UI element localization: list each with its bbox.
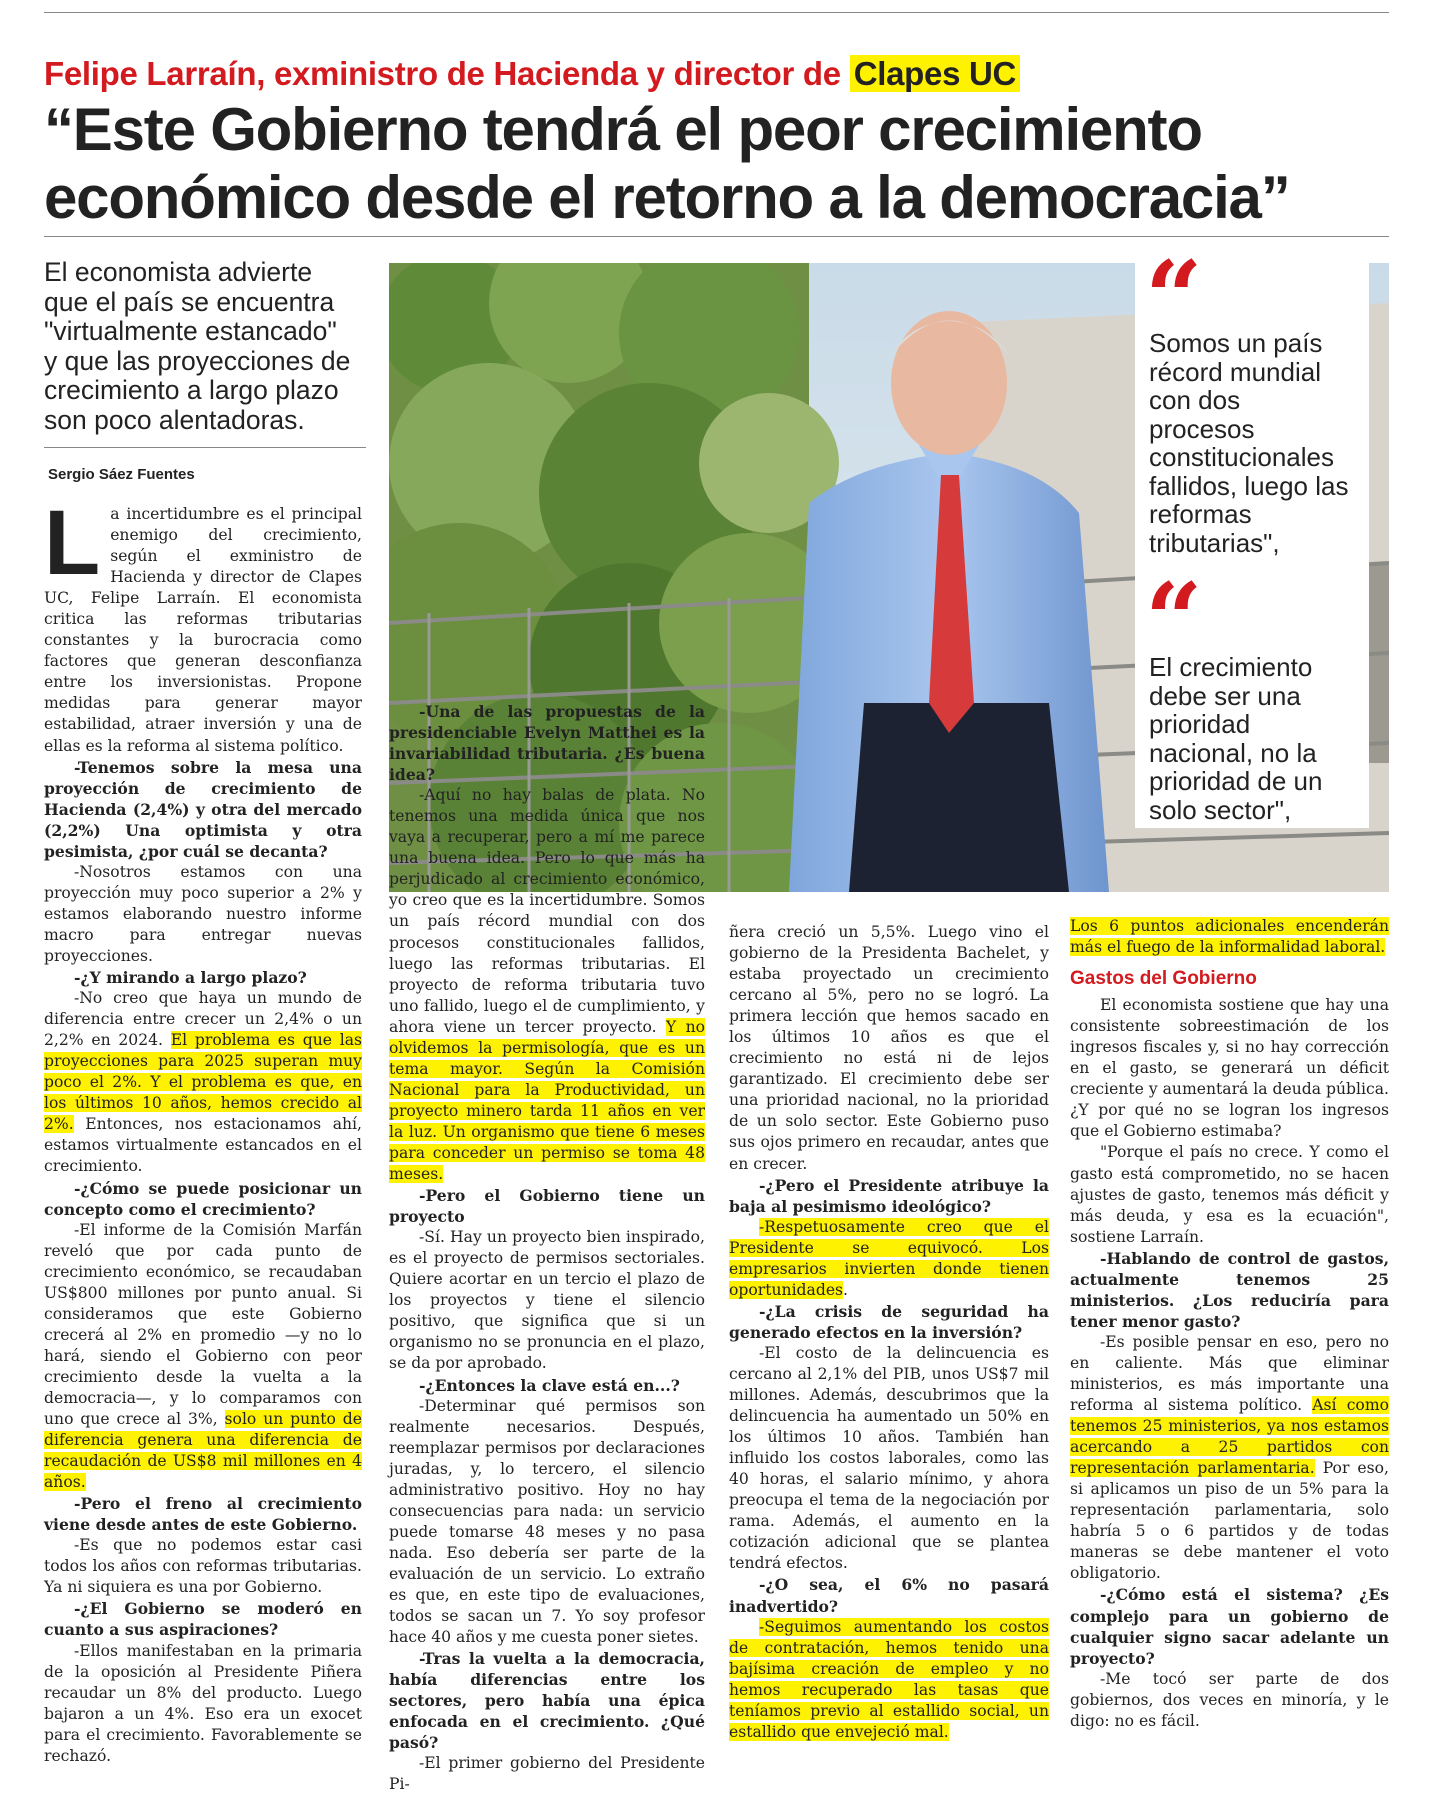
- body-paragraph: [729, 922, 1049, 1175]
- interview-question: [729, 1175, 1049, 1217]
- body-paragraph: [1070, 916, 1389, 958]
- highlighted-text: Y no olvidemos la permisología, que es un tema mayor. Según la Comisión Nacional para la Productividad, un proyecto minero tarda 11 años en ver la luz. Un organismo que tiene 6 meses para conceder un permiso se toma 48 meses.: [389, 1017, 705, 1184]
- paragraph-text: -¿Y mirando a largo plazo?: [74, 968, 307, 988]
- paragraph-text: -¿Cómo se puede posicionar un concepto como el crecimiento?: [44, 1178, 362, 1219]
- body-paragraph: [44, 1535, 362, 1598]
- highlighted-text: solo un punto de diferencia genera una diferencia de recaudación de US$8 mil millones en 4 años.: [44, 1410, 363, 1492]
- body-paragraph: [729, 1343, 1049, 1575]
- deck-line: y que las proyecciones de: [44, 345, 351, 376]
- column-4: [1070, 916, 1389, 1732]
- headline-line-2: económico desde el retorno a la democracia”: [44, 164, 1290, 231]
- body-paragraph: [44, 862, 362, 967]
- byline: Sergio Sáez Fuentes: [48, 466, 195, 483]
- kicker-text: Felipe Larraín, exministro de Hacienda y director de: [44, 55, 850, 92]
- paragraph-text: -Sí. Hay un proyecto bien inspirado, es el proyecto de permisos sectoriales. Quiere acortar en un tercio el plazo de los proyectos y tiene el silencio positivo, que significa que si un organismo no se pronuncia en el plazo, se da por aprobado.: [389, 1228, 705, 1373]
- body-paragraph: [1070, 1669, 1389, 1732]
- column-1: [44, 492, 363, 1767]
- body-paragraph: [44, 1220, 362, 1494]
- paragraph-text: -¿La crisis de seguridad ha generado efectos en la inversión?: [729, 1301, 1049, 1342]
- deck-line: son poco alentadoras.: [44, 404, 305, 435]
- paragraph-text: -El primer gobierno del Presidente Pi-: [389, 1754, 705, 1794]
- paragraph-text: a incertidumbre es el principal enemigo del crecimiento, según el exministro de Hacienda y director de Clapes UC, Felipe Larraín. El economista critica las reformas tributarias constantes y la burocracia como factores que generan desconfianza entre los inversionistas. Propone medidas para generar mayor estabilidad, atraer inversión y una de ellas es la reforma al sistema político.: [44, 505, 362, 755]
- interview-question: [44, 967, 362, 988]
- deck-line: que el país se encuentra: [44, 286, 335, 317]
- interview-question: [389, 1185, 705, 1227]
- deck-line: crecimiento a largo plazo: [44, 375, 339, 405]
- body-paragraph: [1070, 1332, 1389, 1585]
- paragraph-text: Entonces, nos estacionamos ahí, estamos virtualmente estancados en el crecimiento.: [44, 1115, 362, 1176]
- drop-cap: L: [44, 492, 101, 594]
- paragraph-text: ñera creció un 5,5%. Luego vino el gobierno de la Presidenta Bachelet, y estaba proyectado un crecimiento cercano al 5%, pero no se logró. La primera lección que hemos sacado en los últimos 10 años es que el crecimiento no está ni de lejos garantizado. El crecimiento debe ser una prioridad nacional, no la prioridad de un solo sector. Este Gobierno puso sus ojos primero en recaudar, antes que en crecer.: [729, 923, 1049, 1173]
- paragraph-text: -Pero el freno al crecimiento viene desde antes de este Gobierno.: [44, 1494, 362, 1535]
- deck-line: "virtualmente estancado": [44, 316, 337, 346]
- highlighted-text: -Seguimos aumentando los costos de contratación, hemos tenido una bajísima creación de empleo y no hemos recuperado las tasas que teníamos previo al estallido social, un estallido que envejeció mal.: [729, 1617, 1049, 1741]
- paragraph-text: -Pero el Gobierno tiene un proyecto: [389, 1186, 705, 1227]
- body-paragraph: [44, 1641, 362, 1767]
- interview-question: [389, 1375, 705, 1396]
- body-paragraph: [729, 1217, 1049, 1301]
- column-3: [729, 922, 1049, 1743]
- paragraph-text: -Tenemos sobre la mesa una proyección de crecimiento de Hacienda (2,4%) y otra del mercado (2,2%) Una optimista y otra pesimista, ¿por cuál se decanta?: [44, 757, 362, 861]
- body-paragraph: [1070, 995, 1389, 1142]
- body-paragraph: [389, 785, 705, 1185]
- paragraph-text: -Aquí no hay balas de plata. No tenemos una medida única que nos vaya a recuperar, pero a mí me parece una buena idea. Pero lo que más ha perjudicado al crecimiento económico, yo creo que es la incertidumbre. Somos un país récord mundial con dos procesos constitucionales fallidos, luego las reformas tributarias. El proyecto de reforma tributaria tuvo uno fallido, luego el de cumplimiento, y ahora viene un tercer proyecto.: [389, 786, 705, 1036]
- paragraph-text: -Es que no podemos estar casi todos los años con reformas tributarias. Ya ni siquiera es una por Gobierno.: [44, 1536, 362, 1597]
- headline-line-1: “Este Gobierno tendrá el peor crecimiento: [44, 96, 1202, 163]
- interview-question: [389, 1648, 705, 1753]
- interview-question: [44, 1598, 362, 1640]
- body-paragraph: [729, 1617, 1049, 1743]
- paragraph-text: -¿O sea, el 6% no pasará inadvertido?: [729, 1575, 1049, 1616]
- paragraph-text: .: [843, 1280, 849, 1299]
- paragraph-text: -Me tocó ser parte de dos gobiernos, dos veces en minoría, y le digo: no es fácil.: [1070, 1669, 1389, 1730]
- highlighted-text: Los 6 puntos adicionales encenderán más el fuego de la informalidad laboral.: [1070, 917, 1389, 957]
- paragraph-text: -Ellos manifestaban en la primaria de la oposición al Presidente Piñera recaudar un 8% del producto. Luego bajaron a un 4%. Eso era un exocet para el crecimiento. Favorablemente se rechazó.: [44, 1641, 362, 1765]
- interview-question: [1070, 1584, 1389, 1668]
- section-subhead: [1070, 968, 1389, 989]
- kicker-highlight: Clapes UC: [850, 55, 1020, 92]
- paragraph-text: El economista sostiene que hay una consistente sobreestimación de los ingresos fiscales y, si no hay corrección en el gasto, se generará un déficit creciente y aumentará la deuda pública. ¿Y por qué no se logran los ingresos que el Gobierno estimaba?: [1070, 996, 1389, 1141]
- paragraph-text: -¿Pero el Presidente atribuye la baja al pesimismo ideológico?: [729, 1175, 1049, 1216]
- paragraph-text: -Determinar qué permisos son realmente necesarios. Después, reemplazar permisos por declaraciones juradas, y, lo tercero, el silencio administrativo positivo. Hoy no hay consecuencias para nada: un servicio puede tomarse 48 meses y no pasa nada. Eso debería ser parte de la evaluación de un servicio. Lo extraño es que, en este tipo de evaluaciones, todos se sacan un 7. Yo soy profesor hace 40 años y me cuesta poner sietes.: [389, 1396, 705, 1647]
- kicker: [44, 55, 1020, 93]
- headline: [44, 96, 1389, 232]
- top-rule: [44, 12, 1389, 13]
- paragraph-text: -Es posible pensar en eso, pero no en caliente. Más que eliminar ministerios, es más importante una reforma al sistema político.: [1070, 1332, 1389, 1415]
- body-paragraph: [389, 1227, 705, 1374]
- pull-quotes: [1135, 239, 1369, 828]
- body-paragraph: [44, 988, 362, 1177]
- quote-mark-icon: “: [1145, 239, 1203, 357]
- paragraph-text: -¿Entonces la clave está en...?: [419, 1375, 680, 1395]
- body-paragraph: [389, 1753, 705, 1795]
- interview-question: [1070, 1248, 1389, 1332]
- interview-question: [44, 757, 362, 862]
- paragraph-text: -¿El Gobierno se moderó en cuanto a sus aspiraciones?: [44, 1599, 362, 1640]
- interview-question: [389, 701, 705, 785]
- deck-rule: [44, 447, 366, 448]
- quote-mark-icon: “: [1145, 561, 1203, 679]
- lead-paragraph: [44, 492, 362, 757]
- highlighted-text: -Respetuosamente creo que el Presidente se equivocó. Los empresarios invierten donde tienen oportunidades: [729, 1217, 1049, 1299]
- pull-quote-2: El crecimiento debe ser una prioridad nacional, no la prioridad de un solo sector",: [1149, 652, 1323, 825]
- paragraph-text: -¿Cómo está el sistema? ¿Es complejo para un gobierno de cualquier signo sacar adelante un proyecto?: [1070, 1585, 1389, 1668]
- headline-rule: [44, 236, 1389, 237]
- body-paragraph: [389, 1396, 705, 1649]
- interview-question: [44, 1178, 362, 1220]
- paragraph-text: Por eso, si aplicamos un piso de un 5% para la representación parlamentaria, solo habría 5 o 6 partidos y de todas maneras se debe mantener el voto obligatorio.: [1070, 1459, 1389, 1583]
- paragraph-text: -El costo de la delincuencia es cercano al 2,1% del PIB, unos US$7 mil millones. Además, descubrimos que la delincuencia ha aumentado un 50% en los últimos 10 años. También han influido los costos laborales, como las 40 horas, el salario mínimo, y ahora preocupa el tema de la negociación por rama. Además, el aumento en la cotización adicional que se plantea tendrá efectos.: [729, 1343, 1049, 1573]
- column-2: [389, 701, 705, 1795]
- paragraph-text: -Tras la vuelta a la democracia, había diferencias entre los sectores, pero había una épica enfocada en el crecimiento. ¿Qué pasó?: [389, 1649, 705, 1753]
- paragraph-text: -Hablando de control de gastos, actualmente tenemos 25 ministerios. ¿Los reduciría para tener menor gasto?: [1070, 1248, 1389, 1331]
- paragraph-text: -No creo que haya un mundo de diferencia entre crecer un 2,4% o un 2,2% en 2024.: [44, 989, 362, 1050]
- paragraph-text: -Nosotros estamos con una proyección muy poco superior a 2% y estamos elaborando nuestro informe macro para entregar nuevas proyecciones.: [44, 862, 362, 965]
- body-paragraph: [1070, 1142, 1389, 1247]
- interview-question: [44, 1493, 362, 1535]
- paragraph-text: -El informe de la Comisión Marfán reveló que por cada punto de crecimiento económico, se recaudaban US$800 millones por punto anual. Si consideramos que este Gobierno crecerá al 2% en promedio —y no lo hará, siendo el Gobierno con peor crecimiento desde la vuelta a la democracia—, y lo comparamos con uno que crece al 3%,: [44, 1220, 362, 1429]
- highlighted-text: El problema es que las proyecciones para 2025 superan muy poco el 2%. Y el problema es que, en los últimos 10 años, hemos crecido al 2%.: [44, 1031, 362, 1134]
- highlighted-text: Así como tenemos 25 ministerios, ya nos estamos acercando a 25 partidos con representación parlamentaria.: [1070, 1396, 1389, 1478]
- interview-question: [729, 1574, 1049, 1616]
- paragraph-text: Gastos del Gobierno: [1070, 968, 1257, 990]
- deck: [44, 258, 374, 435]
- deck-line: El economista advierte: [44, 257, 313, 287]
- paragraph-text: -Una de las propuestas de la presidenciable Evelyn Matthei es la invariabilidad tributaria. ¿Es buena idea?: [389, 702, 705, 785]
- paragraph-text: "Porque el país no crece. Y como el gasto está comprometido, no se hacen ajustes de gasto, tenemos más déficit y más deuda, y esa es la ecuación", sostiene Larraín.: [1070, 1143, 1389, 1246]
- pull-quote-1: Somos un país récord mundial con dos procesos constitucionales fallidos, luego las reformas tributarias",: [1149, 328, 1349, 558]
- interview-question: [729, 1301, 1049, 1343]
